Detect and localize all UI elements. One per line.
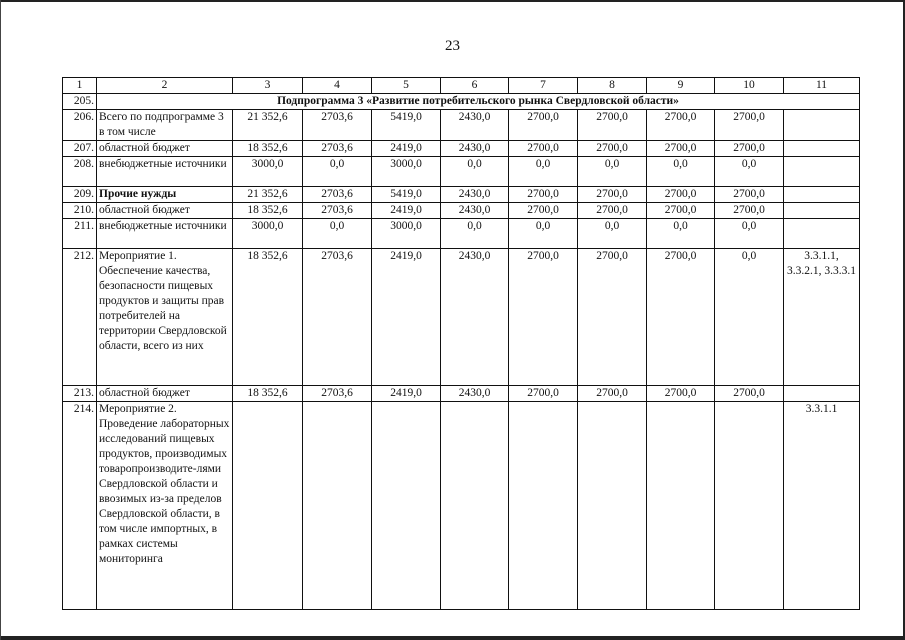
value-cell: 2700,0: [715, 110, 784, 141]
value-cell: [647, 402, 715, 610]
value-cell: 2430,0: [441, 110, 509, 141]
row-label: областной бюджет: [97, 203, 233, 219]
target-codes-cell: [784, 141, 860, 157]
scan-border-top: [0, 0, 905, 2]
value-cell: 2700,0: [578, 141, 647, 157]
value-cell: 3000,0: [372, 219, 441, 249]
value-cell: 2700,0: [509, 386, 578, 402]
row-number: 206.: [63, 110, 97, 141]
value-cell: 2700,0: [578, 249, 647, 386]
target-codes-cell: 3.3.1.1, 3.3.2.1, 3.3.3.1: [784, 249, 860, 386]
table-row: [63, 157, 860, 187]
value-cell: 2700,0: [647, 187, 715, 203]
value-cell: 18 352,6: [233, 249, 303, 386]
row-number: 207.: [63, 141, 97, 157]
target-codes-cell: [784, 110, 860, 141]
subprogram-row: [63, 94, 860, 110]
value-cell: [441, 402, 509, 610]
value-cell: 3000,0: [233, 157, 303, 187]
value-cell: 2700,0: [647, 110, 715, 141]
value-cell: 0,0: [578, 157, 647, 187]
value-cell: 2419,0: [372, 386, 441, 402]
value-cell: 2700,0: [509, 110, 578, 141]
value-cell: [715, 402, 784, 610]
target-codes-cell: [784, 157, 860, 187]
value-cell: [303, 402, 372, 610]
value-cell: [372, 402, 441, 610]
value-cell: 2700,0: [715, 386, 784, 402]
value-cell: 0,0: [647, 157, 715, 187]
value-cell: 0,0: [509, 219, 578, 249]
row-label: Прочие нужды: [97, 187, 233, 203]
value-cell: 0,0: [647, 219, 715, 249]
value-cell: 0,0: [441, 219, 509, 249]
value-cell: 2700,0: [509, 187, 578, 203]
value-cell: 2700,0: [578, 110, 647, 141]
budget-table: [62, 77, 860, 610]
row-number: 213.: [63, 386, 97, 402]
target-codes-cell: [784, 187, 860, 203]
value-cell: 2700,0: [509, 141, 578, 157]
value-cell: 0,0: [303, 219, 372, 249]
value-cell: 2700,0: [647, 203, 715, 219]
column-header: 1: [63, 78, 97, 94]
value-cell: 2703,6: [303, 249, 372, 386]
value-cell: 2700,0: [647, 249, 715, 386]
value-cell: 2419,0: [372, 249, 441, 386]
table-row: [63, 203, 860, 219]
value-cell: [578, 402, 647, 610]
value-cell: 0,0: [303, 157, 372, 187]
column-header: 10: [715, 78, 784, 94]
table-row: [63, 402, 860, 610]
column-header: 6: [441, 78, 509, 94]
column-header: 5: [372, 78, 441, 94]
value-cell: 2700,0: [715, 141, 784, 157]
value-cell: 2419,0: [372, 141, 441, 157]
value-cell: 21 352,6: [233, 187, 303, 203]
value-cell: 18 352,6: [233, 386, 303, 402]
value-cell: 0,0: [441, 157, 509, 187]
column-header: 8: [578, 78, 647, 94]
subprogram-title: Подпрограмма 3 «Развитие потребительского рынка Свердловской области»: [97, 94, 860, 110]
value-cell: 2700,0: [509, 249, 578, 386]
value-cell: 0,0: [578, 219, 647, 249]
value-cell: 2700,0: [715, 203, 784, 219]
column-header: 3: [233, 78, 303, 94]
scan-border-bottom: [0, 636, 905, 640]
value-cell: 2700,0: [578, 386, 647, 402]
value-cell: 0,0: [715, 219, 784, 249]
table-row: [63, 141, 860, 157]
value-cell: [233, 402, 303, 610]
row-label: областной бюджет: [97, 386, 233, 402]
row-number: 211.: [63, 219, 97, 249]
table-row: [63, 219, 860, 249]
value-cell: 2700,0: [715, 187, 784, 203]
row-number: 212.: [63, 249, 97, 386]
row-label: внебюджетные источники: [97, 157, 233, 187]
value-cell: 2703,6: [303, 141, 372, 157]
value-cell: 21 352,6: [233, 110, 303, 141]
value-cell: 2700,0: [578, 187, 647, 203]
value-cell: 2700,0: [647, 386, 715, 402]
value-cell: 0,0: [715, 157, 784, 187]
target-codes-cell: [784, 203, 860, 219]
row-label: внебюджетные источники: [97, 219, 233, 249]
table-row: [63, 386, 860, 402]
row-number: 210.: [63, 203, 97, 219]
column-header: 9: [647, 78, 715, 94]
value-cell: [509, 402, 578, 610]
target-codes-cell: [784, 386, 860, 402]
value-cell: 18 352,6: [233, 203, 303, 219]
value-cell: 5419,0: [372, 110, 441, 141]
value-cell: 18 352,6: [233, 141, 303, 157]
value-cell: 2703,6: [303, 203, 372, 219]
page-number: 23: [445, 38, 460, 54]
value-cell: 3000,0: [233, 219, 303, 249]
value-cell: 2430,0: [441, 386, 509, 402]
row-number: 214.: [63, 402, 97, 610]
row-label: Всего по подпрограмме 3 в том числе: [97, 110, 233, 141]
value-cell: 2430,0: [441, 141, 509, 157]
row-label: Мероприятие 1. Обеспечение качества, безопасности пищевых продуктов и защиты прав потребителей на территории Свердловской области, всего из них: [97, 249, 233, 386]
table-row: [63, 110, 860, 141]
row-number: 208.: [63, 157, 97, 187]
column-header-row: [63, 78, 860, 94]
value-cell: 2703,6: [303, 386, 372, 402]
value-cell: 2700,0: [578, 203, 647, 219]
table-row: [63, 187, 860, 203]
row-label: областной бюджет: [97, 141, 233, 157]
column-header: 11: [784, 78, 860, 94]
value-cell: 2419,0: [372, 203, 441, 219]
target-codes-cell: [784, 219, 860, 249]
row-number: 205.: [63, 94, 97, 110]
value-cell: 2430,0: [441, 187, 509, 203]
target-codes-cell: 3.3.1.1: [784, 402, 860, 610]
value-cell: 2430,0: [441, 203, 509, 219]
scan-border-left: [0, 0, 1, 640]
value-cell: 3000,0: [372, 157, 441, 187]
value-cell: 5419,0: [372, 187, 441, 203]
column-header: 2: [97, 78, 233, 94]
row-label: Мероприятие 2. Проведение лабораторных исследований пищевых продуктов, производимых товаропроизводите-лями Свердловской области и ввозимых из-за пределов Свердловской области, в том числе импортных, в рамках системы мониторинга: [97, 402, 233, 610]
value-cell: 2703,6: [303, 110, 372, 141]
value-cell: 0,0: [715, 249, 784, 386]
value-cell: 0,0: [509, 157, 578, 187]
table-row: [63, 249, 860, 386]
value-cell: 2700,0: [509, 203, 578, 219]
column-header: 4: [303, 78, 372, 94]
column-header: 7: [509, 78, 578, 94]
value-cell: 2430,0: [441, 249, 509, 386]
value-cell: 2700,0: [647, 141, 715, 157]
value-cell: 2703,6: [303, 187, 372, 203]
row-number: 209.: [63, 187, 97, 203]
